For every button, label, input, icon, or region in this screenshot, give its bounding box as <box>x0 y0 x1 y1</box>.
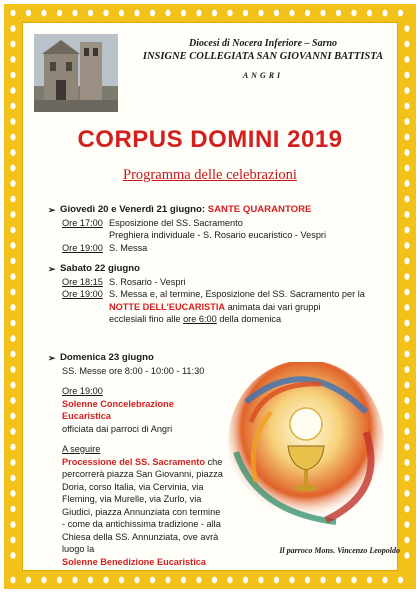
diocese-line: Diocesi di Nocera Inferiore – Sarno <box>188 38 338 49</box>
event-desc: animata dai vari gruppi <box>225 301 321 312</box>
event-desc: Preghiera individuale - S. Rosario eucaristico - Vespri <box>109 230 327 240</box>
section-1-heading <box>48 204 388 217</box>
section-1-highlight: SANTE QUARANTORE <box>207 204 312 215</box>
event-desc: ecclesiali fino alle <box>109 314 184 324</box>
end-time: ore 6:00 <box>183 314 217 324</box>
benediction-label: Solenne Benedizione Eucaristica <box>62 556 206 567</box>
event-desc: della domenica <box>216 314 282 324</box>
schedule-section-2 <box>48 263 388 326</box>
procession-route: che percorrerà piazza San Giovanni, piazza Doria, corso Italia, via Cervinia, via Fleming, via Murelle, via Zurlo, via Giudici, piazza Annunziata con termine - come da antichissima tradizione - alla Chiesa della SS. Annunziata, ove avrà luogo la <box>62 456 223 554</box>
arrow-right-icon: ➢ <box>48 353 56 363</box>
time-label: Ore 19:00 <box>62 386 103 396</box>
town-name: ANGRI <box>242 71 284 80</box>
concelebration-desc: officiata dai parroci di Angri <box>62 423 173 434</box>
time-label: Ore 17:00 <box>62 217 103 228</box>
schedule <box>48 204 388 335</box>
section-1-day: Giovedì 20 e Venerdì 21 giugno: <box>60 204 206 215</box>
event-desc: S. Messa <box>109 242 148 253</box>
schedule-row <box>62 276 388 289</box>
concelebration-label: Solenne Concelebrazione Eucaristica <box>62 398 174 421</box>
schedule-section-3 <box>48 352 223 568</box>
section-3-heading <box>48 352 223 365</box>
church-photo <box>34 34 118 112</box>
event-desc: S. Rosario - Vespri <box>109 276 186 287</box>
section-2-heading <box>48 263 388 276</box>
section-2-day: Sabato 22 giugno <box>60 263 140 274</box>
schedule-row <box>62 288 388 326</box>
time-label: Ore 19:00 <box>62 242 103 253</box>
after-label: A seguire <box>62 444 101 454</box>
page-subtitle: Programma delle celebrazioni <box>123 167 297 183</box>
arrow-right-icon: ➢ <box>48 264 56 274</box>
header <box>128 37 398 82</box>
schedule-section-1 <box>48 204 388 254</box>
schedule-row <box>62 242 388 255</box>
procession-label: Processione del SS. Sacramento <box>62 456 205 467</box>
night-eucharist-label: NOTTE DELL'EUCARISTIA <box>109 301 226 312</box>
signature: Il parroco Mons. Vincenzo Leopoldo <box>279 546 400 555</box>
eucharist-artwork <box>226 362 386 532</box>
schedule-row <box>62 217 388 242</box>
event-desc: S. Messa e, al termine, Esposizione del SS. Sacramento per la <box>109 289 365 299</box>
church-name: INSIGNE COLLEGIATA SAN GIOVANNI BATTISTA <box>142 51 384 62</box>
time-label: Ore 18:15 <box>62 276 103 287</box>
page-title: CORPUS DOMINI 2019 <box>77 126 343 153</box>
event-desc: Esposizione del SS. Sacramento <box>109 217 243 228</box>
masses-times: SS. Messe ore 8:00 - 10:00 - 11:30 <box>62 365 205 376</box>
time-label: Ore 19:00 <box>62 289 103 299</box>
arrow-right-icon: ➢ <box>48 205 56 215</box>
section-3-day: Domenica 23 giugno <box>60 352 154 363</box>
